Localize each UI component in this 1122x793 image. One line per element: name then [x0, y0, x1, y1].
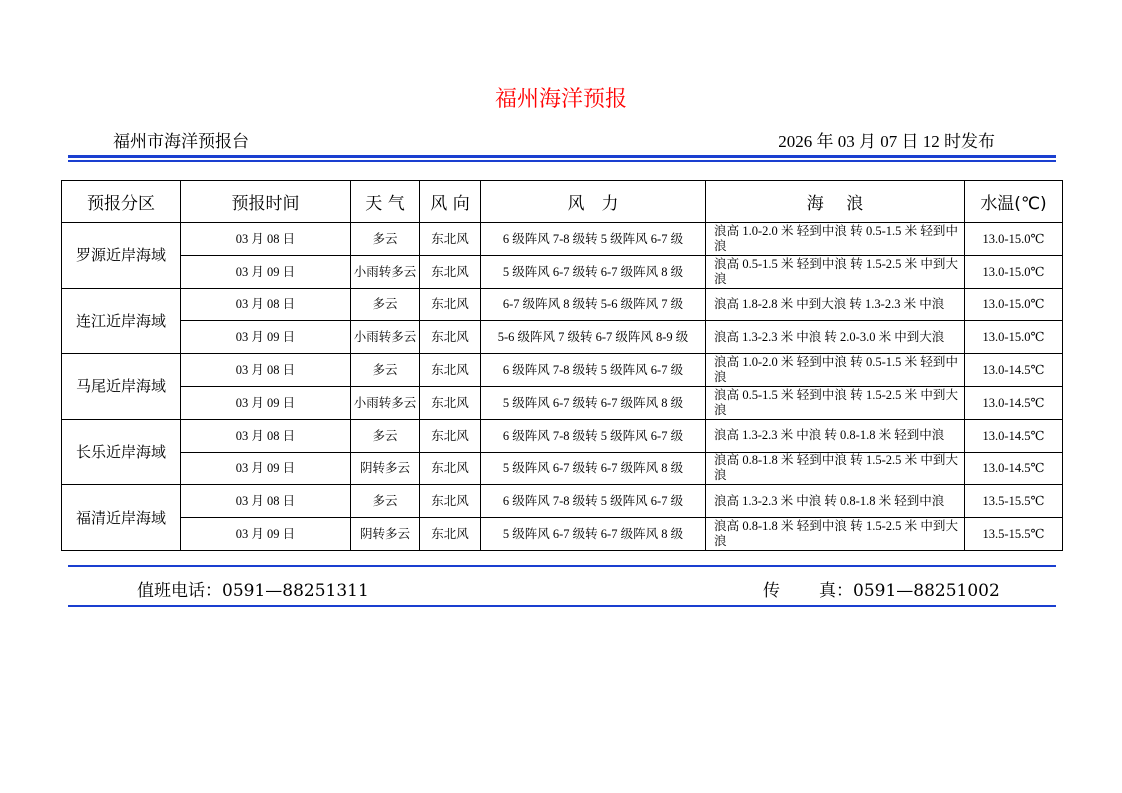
wind-force: 5 级阵风 6-7 级转 6-7 级阵风 8 级 [481, 386, 706, 419]
header-time: 预报时间 [181, 181, 351, 223]
table-row [62, 288, 1063, 321]
region-name: 福清近岸海域 [62, 485, 181, 551]
forecast-date: 03 月 08 日 [181, 419, 351, 452]
forecast-date: 03 月 08 日 [181, 288, 351, 321]
water-temp: 13.0-14.5℃ [965, 386, 1063, 419]
fax [763, 576, 1000, 601]
header-wave: 海 浪 [706, 181, 965, 223]
water-temp: 13.0-15.0℃ [965, 223, 1063, 256]
table-row [62, 518, 1063, 551]
weather: 小雨转多云 [351, 386, 420, 419]
wind-direction: 东北风 [420, 419, 481, 452]
wind-force: 6 级阵风 7-8 级转 5 级阵风 6-7 级 [481, 485, 706, 518]
forecast-date: 03 月 09 日 [181, 321, 351, 354]
region-name: 罗源近岸海域 [62, 223, 181, 289]
table-row [62, 386, 1063, 419]
wave: 浪高 1.3-2.3 米 中浪 转 0.8-1.8 米 轻到中浪 [706, 419, 965, 452]
forecast-date: 03 月 08 日 [181, 354, 351, 387]
fax-label-1: 传 [763, 581, 780, 601]
wave: 浪高 1.3-2.3 米 中浪 转 0.8-1.8 米 轻到中浪 [706, 485, 965, 518]
water-temp: 13.0-14.5℃ [965, 354, 1063, 387]
weather: 阴转多云 [351, 518, 420, 551]
forecast-table [61, 180, 1063, 551]
wind-direction: 东北风 [420, 485, 481, 518]
water-temp: 13.0-15.0℃ [965, 321, 1063, 354]
table-row [62, 354, 1063, 387]
header-weather: 天 气 [351, 181, 420, 223]
water-temp: 13.0-14.5℃ [965, 419, 1063, 452]
footer-rule-bottom [68, 605, 1056, 607]
region-name: 马尾近岸海域 [62, 354, 181, 420]
wave: 浪高 1.0-2.0 米 轻到中浪 转 0.5-1.5 米 轻到中浪 [706, 354, 965, 387]
wave: 浪高 0.5-1.5 米 轻到中浪 转 1.5-2.5 米 中到大浪 [706, 386, 965, 419]
forecast-date: 03 月 08 日 [181, 485, 351, 518]
weather: 多云 [351, 419, 420, 452]
wind-direction: 东北风 [420, 518, 481, 551]
table-row [62, 223, 1063, 256]
header-rule-thick [68, 155, 1056, 158]
table-row [62, 321, 1063, 354]
wind-direction: 东北风 [420, 288, 481, 321]
forecast-date: 03 月 09 日 [181, 386, 351, 419]
header-wind-force: 风 力 [481, 181, 706, 223]
weather: 多云 [351, 288, 420, 321]
organization-name: 福州市海洋预报台 [113, 132, 249, 152]
region-name: 连江近岸海域 [62, 288, 181, 354]
weather: 小雨转多云 [351, 255, 420, 288]
forecast-date: 03 月 09 日 [181, 255, 351, 288]
water-temp: 13.0-15.0℃ [965, 255, 1063, 288]
wind-direction: 东北风 [420, 255, 481, 288]
forecast-date: 03 月 09 日 [181, 518, 351, 551]
wind-force: 6 级阵风 7-8 级转 5 级阵风 6-7 级 [481, 223, 706, 256]
fax-label-2: 真： [819, 581, 853, 601]
wind-force: 5-6 级阵风 7 级转 6-7 级阵风 8-9 级 [481, 321, 706, 354]
wind-direction: 东北风 [420, 354, 481, 387]
wind-force: 6 级阵风 7-8 级转 5 级阵风 6-7 级 [481, 354, 706, 387]
weather: 阴转多云 [351, 452, 420, 485]
water-temp: 13.5-15.5℃ [965, 485, 1063, 518]
publish-time: 2026 年 03 月 07 日 12 时发布 [778, 132, 995, 151]
document-title: 福州海洋预报 [494, 87, 627, 112]
wind-force: 6-7 级阵风 8 级转 5-6 级阵风 7 级 [481, 288, 706, 321]
weather: 多云 [351, 223, 420, 256]
header-water-temp: 水温(℃) [965, 181, 1063, 223]
water-temp: 13.0-15.0℃ [965, 288, 1063, 321]
forecast-date: 03 月 09 日 [181, 452, 351, 485]
duty-phone-number: 0591—88251311 [222, 581, 369, 601]
water-temp: 13.5-15.5℃ [965, 518, 1063, 551]
table-row [62, 255, 1063, 288]
table-row [62, 452, 1063, 485]
table-row [62, 419, 1063, 452]
duty-phone [137, 576, 369, 601]
wave: 浪高 0.8-1.8 米 轻到中浪 转 1.5-2.5 米 中到大浪 [706, 452, 965, 485]
header-rule-thin [68, 160, 1056, 162]
wind-direction: 东北风 [420, 223, 481, 256]
wave: 浪高 1.3-2.3 米 中浪 转 2.0-3.0 米 中到大浪 [706, 321, 965, 354]
wind-direction: 东北风 [420, 386, 481, 419]
region-name: 长乐近岸海域 [62, 419, 181, 485]
footer-rule-top [68, 565, 1056, 567]
wind-force: 6 级阵风 7-8 级转 5 级阵风 6-7 级 [481, 419, 706, 452]
table-row [62, 485, 1063, 518]
wind-direction: 东北风 [420, 321, 481, 354]
wind-force: 5 级阵风 6-7 级转 6-7 级阵风 8 级 [481, 255, 706, 288]
water-temp: 13.0-14.5℃ [965, 452, 1063, 485]
wave: 浪高 1.8-2.8 米 中到大浪 转 1.3-2.3 米 中浪 [706, 288, 965, 321]
weather: 多云 [351, 485, 420, 518]
wave: 浪高 0.8-1.8 米 轻到中浪 转 1.5-2.5 米 中到大浪 [706, 518, 965, 551]
header-wind-direction: 风 向 [420, 181, 481, 223]
header-region: 预报分区 [62, 181, 181, 223]
weather: 多云 [351, 354, 420, 387]
weather: 小雨转多云 [351, 321, 420, 354]
wind-force: 5 级阵风 6-7 级转 6-7 级阵风 8 级 [481, 452, 706, 485]
fax-number: 0591—88251002 [853, 581, 1000, 601]
header-row [62, 181, 1063, 223]
wave: 浪高 1.0-2.0 米 轻到中浪 转 0.5-1.5 米 轻到中浪 [706, 223, 965, 256]
wave: 浪高 0.5-1.5 米 轻到中浪 转 1.5-2.5 米 中到大浪 [706, 255, 965, 288]
wind-direction: 东北风 [420, 452, 481, 485]
forecast-date: 03 月 08 日 [181, 223, 351, 256]
wind-force: 5 级阵风 6-7 级转 6-7 级阵风 8 级 [481, 518, 706, 551]
duty-phone-label: 值班电话： [137, 581, 222, 601]
